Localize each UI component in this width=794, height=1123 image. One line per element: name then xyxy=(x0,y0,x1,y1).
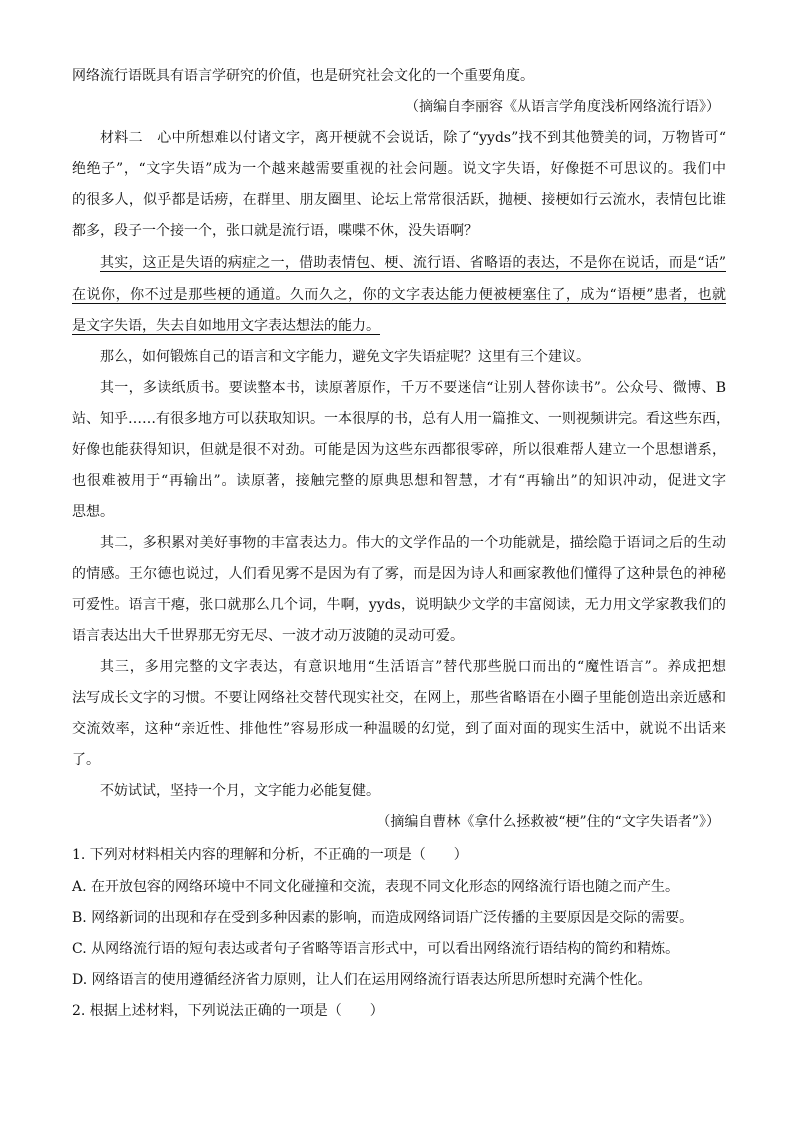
text-line: 好像也能获得知识，但就是很不对劲。可能是因为这些东西都很零碎，所以很难帮人建立一个思想谱系， xyxy=(72,442,726,458)
text-line: 站、知乎……有很多地方可以获取知识。一本很厚的书，总有人用一篇推文、一则视频讲完。看这些东西， xyxy=(72,411,730,427)
text-line: 的很多人，似乎都是话痨，在群里、朋友圈里、论坛上常常很活跃，抛梗、接梗如行云流水，表情包比谁 xyxy=(72,192,726,208)
text-line: 其二，多积累对美好事物的丰富表达力。伟大的文学作品的一个功能就是，描绘隐于语词之后的生动 xyxy=(100,535,726,551)
question-stem: 2. 根据上述材料，下列说法正确的一项是（ ） xyxy=(72,1003,384,1019)
text-line: 其一，多读纸质书。要读整本书，读原著原作，千万不要迷信“让别人替你读书”。公众号、微博、B xyxy=(100,380,726,396)
source-citation: （摘编自曹林《拿什么拯救被“梗”住的“文字失语者”》） xyxy=(376,814,720,830)
text-line: 绝绝子”，“文字失语”成为一个越来越需要重视的社会问题。说文字失语，好像挺不可思议的。我们中 xyxy=(72,161,726,177)
text-line: 不妨试试，坚持一个月，文字能力必能复健。 xyxy=(100,783,380,799)
underlined-text-line: 其实，这正是失语的病症之一，借助表情包、梗、流行语、省略语的表达，不是你在说话，而是“话” xyxy=(100,255,726,271)
text-line: 网络流行语既具有语言学研究的价值，也是研究社会文化的一个重要角度。 xyxy=(72,68,534,84)
text-line: 法写成长文字的习惯。不要让网络社交替代现实社交，在网上，那些省略语在小圈子里能创造出亲近感和 xyxy=(72,690,726,706)
text-line: 可爱性。语言干瘪，张口就那么几个词，牛啊，yyds，说明缺少文学的丰富阅读，无力用文学家教我们的 xyxy=(72,597,726,613)
text-line: 交流效率，这种“亲近性、排他性”容易形成一种温暖的幻觉，到了面对面的现实生活中，就说不出话来 xyxy=(72,721,726,737)
answer-option-b: B. 网络新词的出现和存在受到多种因素的影响，而造成网络词语广泛传播的主要原因是交际的需要。 xyxy=(72,910,694,926)
question-stem: 1. 下列对材料相关内容的理解和分析，不正确的一项是（ ） xyxy=(72,847,468,863)
text-line: 了。 xyxy=(72,752,100,768)
underlined-text-line: 在说你，你不过是那些梗的通道。久而久之，你的文字表达能力便被梗塞住了，成为“语梗”患者，也就 xyxy=(72,287,726,303)
text-line: 那么，如何锻炼自己的语言和文字能力，避免文字失语症呢？这里有三个建议。 xyxy=(100,349,590,365)
text-line: 的情感。王尔德也说过，人们看见雾不是因为有了雾，而是因为诗人和画家教他们懂得了这种景色的神秘 xyxy=(72,566,726,582)
source-citation: （摘编自李丽容《从语言学角度浅析网络流行语》） xyxy=(405,99,720,115)
answer-option-d: D. 网络语言的使用遵循经济省力原则，让人们在运用网络流行语表达所思所想时充满个性化。 xyxy=(72,972,652,988)
text-line: 语言表达出大千世界那无穷无尽、一波才动万波随的灵动可爱。 xyxy=(72,628,464,644)
text-line: 也很难被用于“再输出”。读原著，接触完整的原典思想和智慧，才有“再输出”的知识冲动，促进文字 xyxy=(72,473,726,489)
text-line: 材料二 心中所想难以付诸文字，离开梗就不会说话，除了“yyds”找不到其他赞美的词，万物皆可“ xyxy=(100,130,726,146)
text-line: 其三，多用完整的文字表达，有意识地用“生活语言”替代那些脱口而出的“魔性语言”。养成把想 xyxy=(100,659,726,675)
text-line: 都多，段子一个接一个，张口就是流行语，喋喋不休，没失语啊？ xyxy=(72,223,478,239)
underlined-text-line: 是文字失语，失去自如地用文字表达想法的能力。 xyxy=(72,318,380,334)
text-line: 思想。 xyxy=(72,504,114,520)
answer-option-a: A. 在开放包容的网络环境中不同文化碰撞和交流，表现不同文化形态的网络流行语也随之而产生。 xyxy=(72,879,680,895)
answer-option-c: C. 从网络流行语的短句表达或者句子省略等语言形式中，可以看出网络流行语结构的简约和精炼。 xyxy=(72,941,680,957)
